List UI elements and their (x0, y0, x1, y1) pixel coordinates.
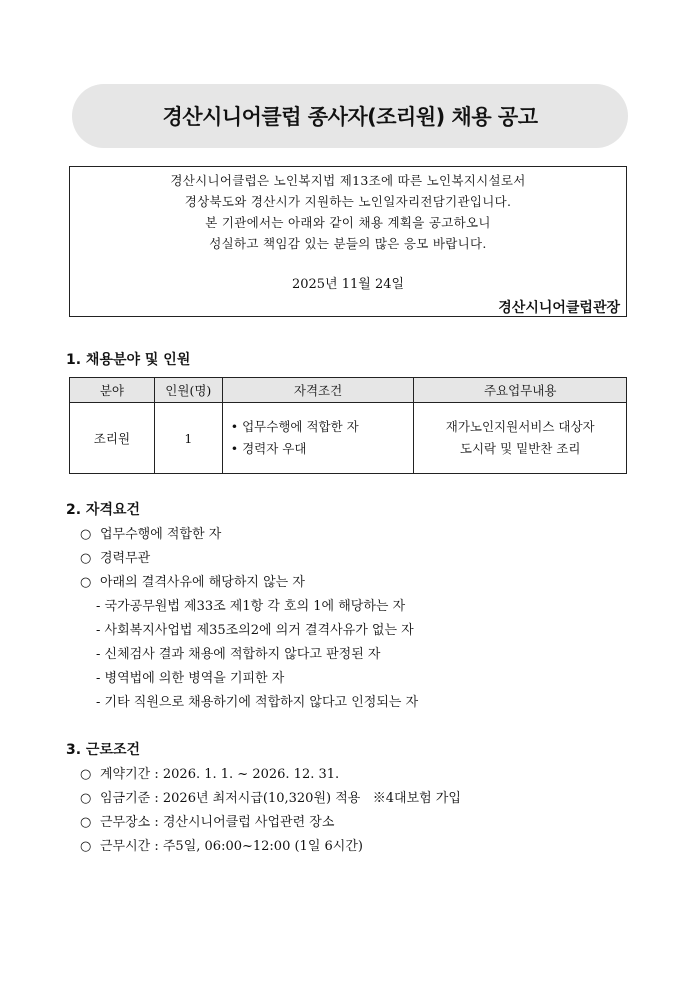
circle-bullet-icon: ○ (80, 767, 92, 782)
sub-list-item: - 신체검사 결과 채용에 적합하지 않다고 판정된 자 (96, 647, 381, 662)
table-header-row (70, 378, 627, 403)
section-heading-qualifications: 2. 자격요건 (66, 502, 141, 518)
field-cell: 조리원 (70, 403, 155, 474)
signature: 경산시니어클럽관장 (498, 300, 620, 316)
list-item (80, 523, 221, 542)
list-item-text: 근무시간 : 주5일, 06:00~12:00 (1일 6시간) (100, 839, 363, 854)
qualification-item: • 경력자 우대 (230, 441, 307, 456)
circle-bullet-icon: ○ (80, 527, 92, 542)
intro-line: 경산시니어클럽은 노인복지법 제13조에 따른 노인복지시설로서 (170, 173, 526, 188)
table-row (70, 403, 627, 474)
list-item-text: 임금기준 : 2026년 최저시급(10,320원) 적용 ※4대보험 가입 (100, 791, 461, 806)
list-item (80, 787, 461, 806)
page-title: 경산시니어클럽 종사자(조리원) 채용 공고 (162, 105, 538, 129)
sub-list-item: - 국가공무원법 제33조 제1항 각 호의 1에 해당하는 자 (96, 599, 406, 614)
recruit-table (69, 377, 627, 474)
notice-date: 2025년 11월 24일 (291, 277, 405, 292)
intro-line: 본 기관에서는 아래와 같이 채용 계획을 공고하오니 (205, 215, 491, 230)
intro-line: 경상북도와 경산시가 지원하는 노인일자리전담기관입니다. (184, 194, 512, 209)
sub-list-item: - 사회복지사업법 제35조의2에 의거 결격사유가 없는 자 (96, 623, 414, 638)
title-banner (72, 84, 628, 148)
circle-bullet-icon: ○ (80, 575, 92, 590)
table-header-cell: 주요업무내용 (414, 378, 627, 403)
section-heading-conditions: 3. 근로조건 (66, 742, 141, 758)
duty-item: 재가노인지원서비스 대상자 (445, 419, 595, 434)
table-header-cell: 인원(명) (154, 378, 222, 403)
table-header-cell: 분야 (70, 378, 155, 403)
count-cell: 1 (154, 403, 222, 474)
list-item-text: 업무수행에 적합한 자 (100, 527, 222, 542)
section-heading-recruit: 1. 채용분야 및 인원 (66, 352, 191, 368)
duties-cell (414, 403, 627, 474)
table-header-cell: 자격조건 (222, 378, 414, 403)
qualifications-cell (222, 403, 414, 474)
list-item (80, 547, 150, 566)
list-item-text: 계약기간 : 2026. 1. 1. ~ 2026. 12. 31. (100, 767, 340, 782)
sub-list-item: - 기타 직원으로 채용하기에 적합하지 않다고 인정되는 자 (96, 695, 419, 710)
list-item (80, 811, 334, 830)
list-item (80, 835, 363, 854)
intro-line: 성실하고 책임감 있는 분들의 많은 응모 바랍니다. (209, 236, 487, 251)
circle-bullet-icon: ○ (80, 791, 92, 806)
list-item (80, 763, 339, 782)
list-item-text: 경력무관 (100, 551, 151, 566)
sub-list-item: - 병역법에 의한 병역을 기피한 자 (96, 671, 285, 686)
circle-bullet-icon: ○ (80, 815, 92, 830)
duty-item: 도시락 및 밑반찬 조리 (459, 441, 581, 456)
list-item (80, 571, 305, 590)
intro-box (69, 166, 627, 317)
qualification-item: • 업무수행에 적합한 자 (230, 419, 359, 434)
circle-bullet-icon: ○ (80, 839, 92, 854)
list-item-text: 아래의 결격사유에 해당하지 않는 자 (100, 575, 305, 590)
list-item-text: 근무장소 : 경산시니어클럽 사업관련 장소 (100, 815, 335, 830)
circle-bullet-icon: ○ (80, 551, 92, 566)
